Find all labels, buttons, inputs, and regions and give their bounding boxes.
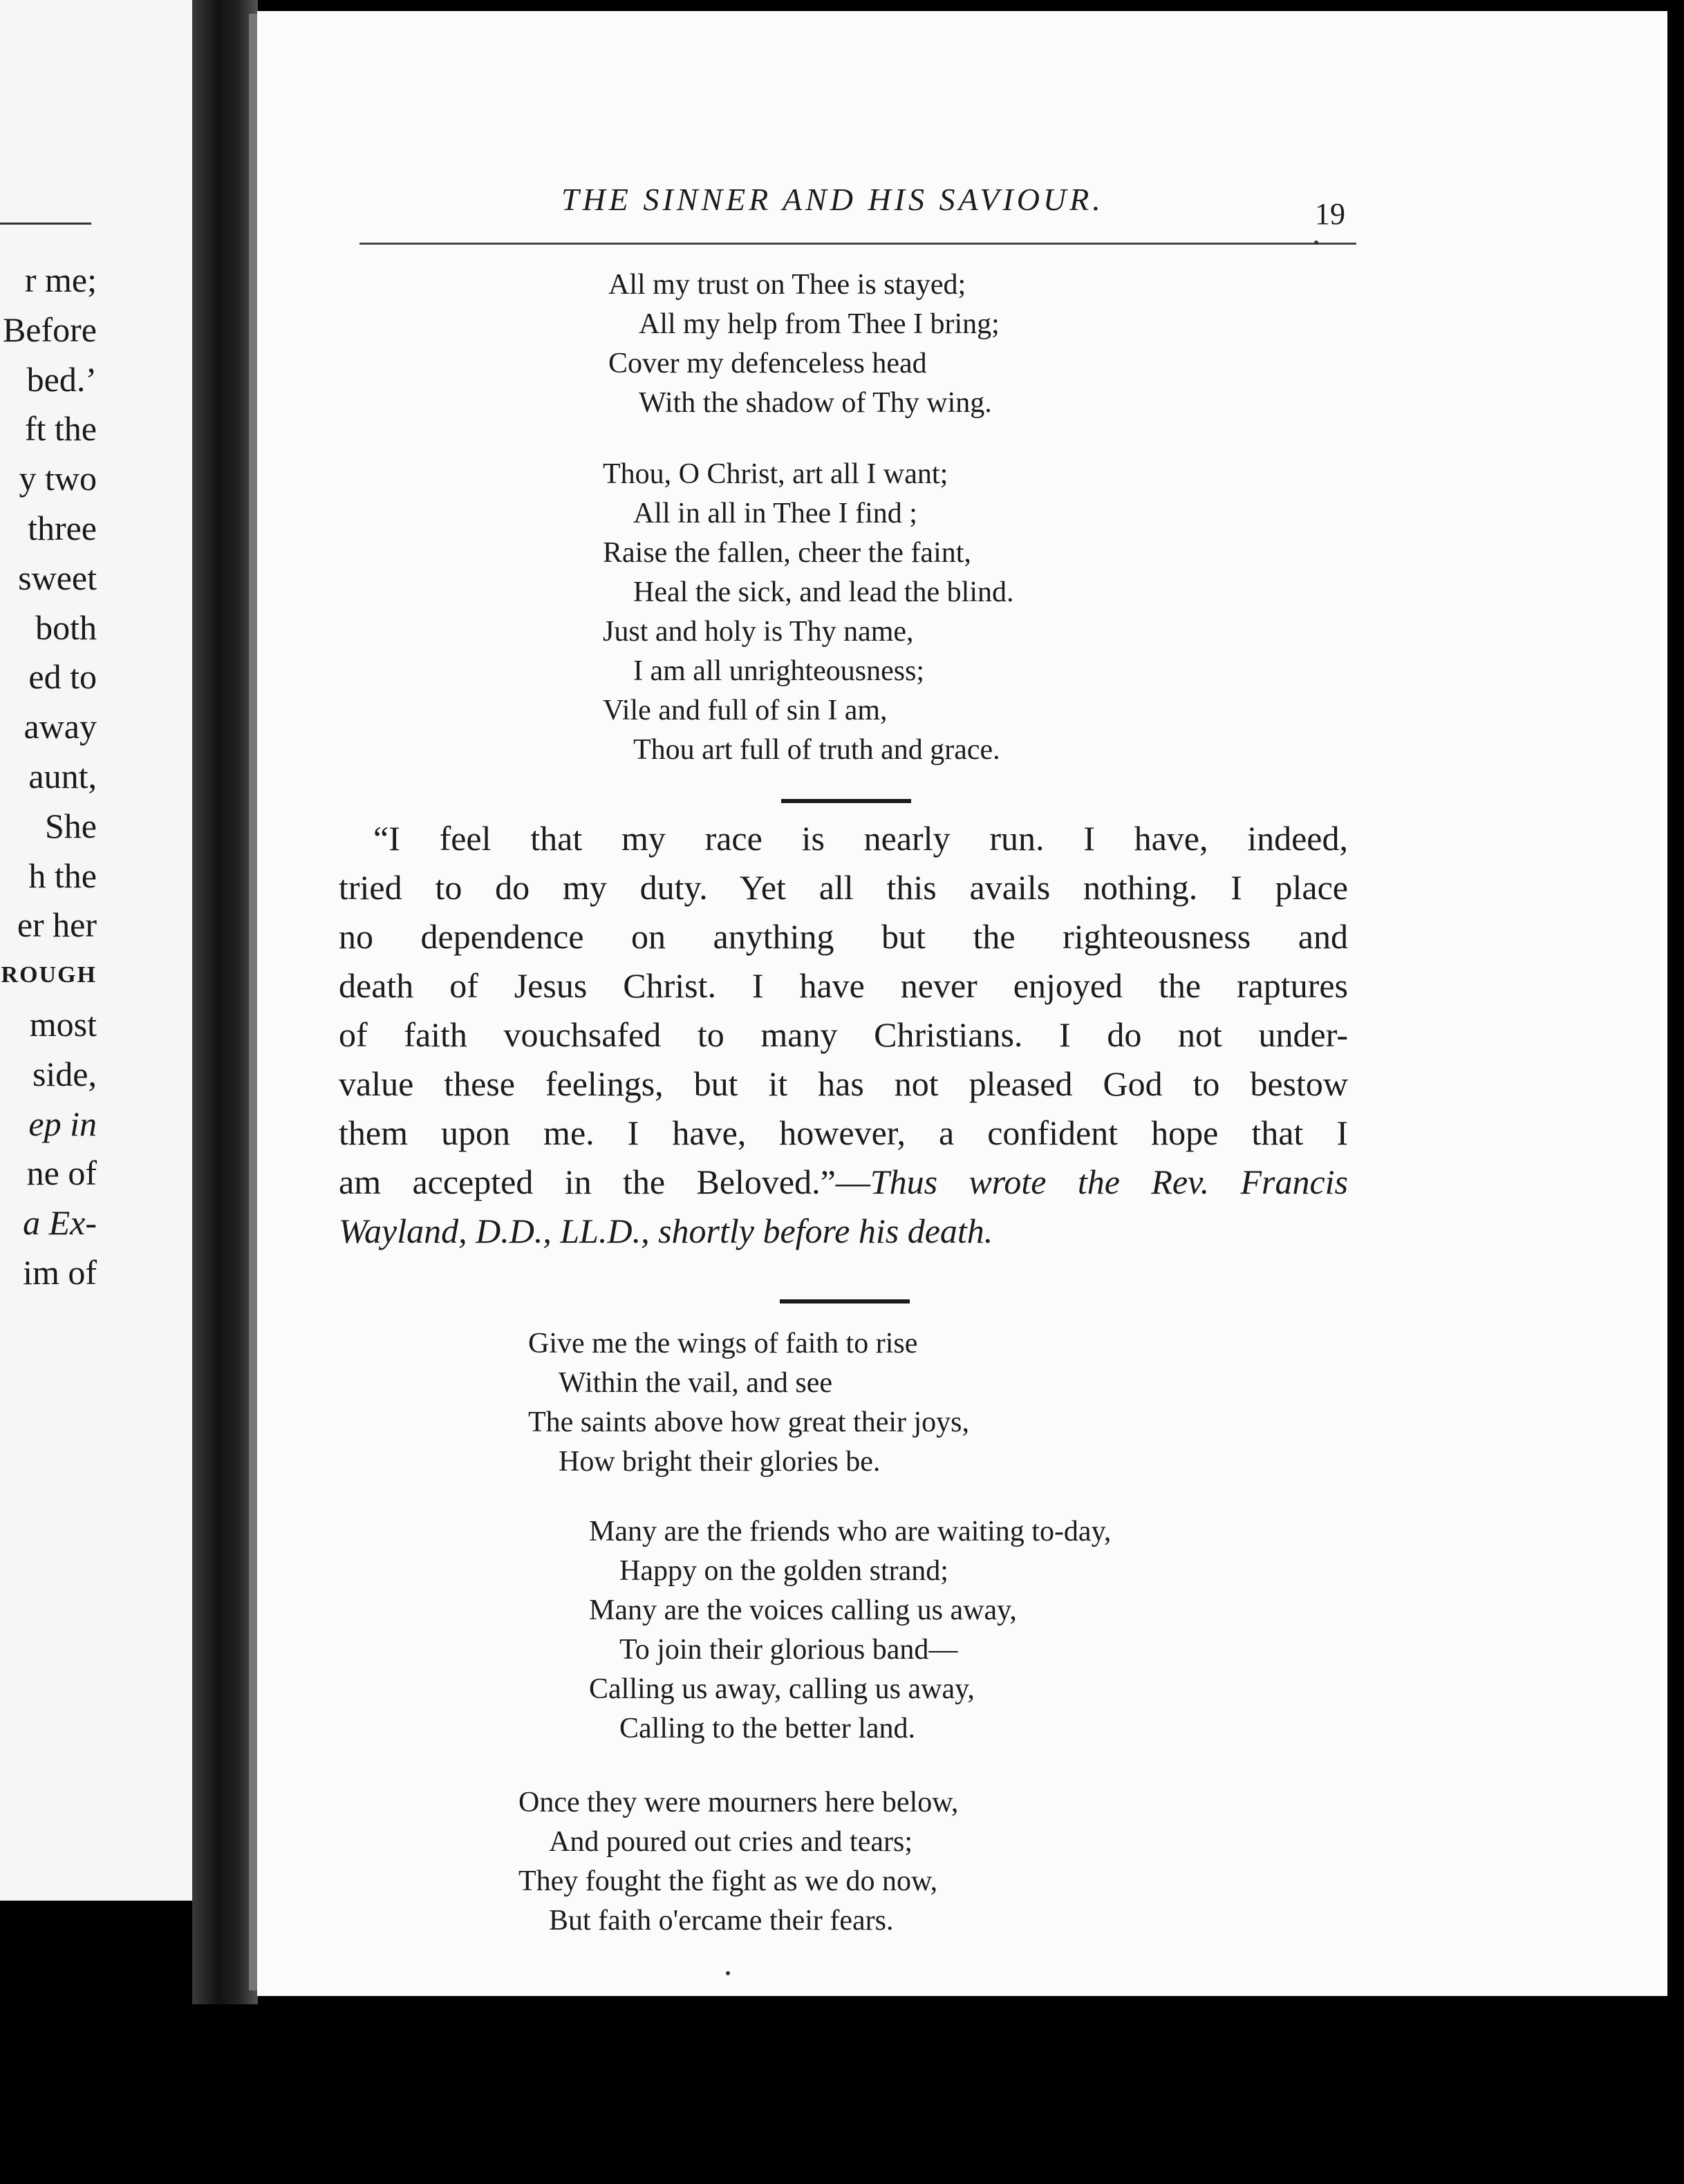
- prose-line: “I feel that my race is nearly run. I have, indeed,: [373, 819, 1348, 858]
- verse-2: [603, 455, 1014, 770]
- left-line: a Ex-: [23, 1203, 97, 1243]
- print-speck: [1314, 241, 1318, 245]
- verse-line: They fought the fight as we do now,: [518, 1865, 938, 1897]
- verse-line: With the shadow of Thy wing.: [639, 387, 992, 419]
- left-line: away: [24, 707, 97, 746]
- left-line: ep in: [28, 1104, 97, 1143]
- left-line: side,: [32, 1054, 97, 1093]
- verse-line: Cover my defenceless head: [608, 348, 927, 379]
- verse-line: All in all in Thee I find ;: [633, 498, 917, 529]
- left-facing-page: [0, 0, 192, 1901]
- book-gutter: [192, 0, 258, 2004]
- prose-text: am accepted in the Beloved.”—: [339, 1162, 870, 1201]
- verse-line: Once they were mourners here below,: [518, 1787, 959, 1818]
- attribution-text: Thus wrote the Rev. Francis: [870, 1162, 1348, 1201]
- verse-line: Calling to the better land.: [619, 1713, 916, 1744]
- verse-line: And poured out cries and tears;: [549, 1826, 913, 1858]
- running-title: THE SINNER AND HIS SAVIOUR.: [561, 182, 1104, 217]
- left-page-rule: [0, 223, 91, 225]
- left-line: both: [35, 608, 97, 647]
- left-line: sweet: [18, 558, 97, 597]
- left-line: ft the: [24, 409, 97, 449]
- prose-line: tried to do my duty. Yet all this avails nothing. I place: [339, 868, 1348, 907]
- left-line: h the: [28, 856, 97, 895]
- left-page-text: [1, 256, 97, 1298]
- left-line: r me;: [24, 261, 97, 299]
- left-line: aunt,: [28, 756, 97, 796]
- verse-line: Raise the fallen, cheer the faint,: [603, 537, 971, 569]
- prose-line: death of Jesus Christ. I have never enjoyed the raptures: [339, 966, 1348, 1005]
- left-line: er her: [17, 905, 97, 945]
- left-line: most: [29, 1004, 97, 1044]
- verse-line: Thou, O Christ, art all I want;: [603, 458, 948, 490]
- verse-line: Many are the voices calling us away,: [589, 1594, 1017, 1626]
- left-line: Before: [2, 310, 97, 349]
- prose-line: no dependence on anything but the righteousness and: [339, 917, 1348, 956]
- verse-line: I am all unrighteousness;: [633, 655, 925, 687]
- verse-4: [589, 1512, 1111, 1749]
- left-line: im of: [23, 1252, 97, 1292]
- verse-line: How bright their glories be.: [559, 1446, 881, 1478]
- verse-line: Calling us away, calling us away,: [589, 1673, 975, 1705]
- left-line: She: [45, 806, 97, 845]
- verse-line: To join their glorious band—: [619, 1634, 958, 1666]
- verse-line: Thou art full of truth and grace.: [633, 734, 1000, 766]
- section-separator: [781, 799, 911, 803]
- verse-line: Many are the friends who are waiting to-day,: [589, 1516, 1112, 1547]
- verse-line: Give me the wings of faith to rise: [528, 1328, 918, 1359]
- left-line: ROUGH: [1, 962, 97, 988]
- verse-line: But faith o'ercame their fears.: [549, 1905, 894, 1937]
- prose-line-attribution: [339, 1158, 1348, 1207]
- header-rule: [359, 243, 1356, 245]
- verse-line: All my trust on Thee is stayed;: [608, 269, 966, 301]
- verse-line: The saints above how great their joys,: [528, 1406, 969, 1438]
- book-page: [257, 11, 1667, 1996]
- verse-line: Heal the sick, and lead the blind.: [633, 576, 1014, 608]
- prose-line: of faith vouchsafed to many Christians. I do not under-: [339, 1015, 1348, 1054]
- verse-5: [518, 1783, 958, 1941]
- prose-line: value these feelings, but it has not pleased God to bestow: [339, 1064, 1348, 1103]
- verse-3: [528, 1324, 969, 1482]
- left-line: y two: [19, 459, 97, 498]
- left-line: ed to: [28, 657, 97, 697]
- left-line: three: [28, 508, 97, 547]
- section-separator: [780, 1299, 910, 1303]
- verse-line: Within the vail, and see: [559, 1367, 833, 1399]
- verse-line: Happy on the golden strand;: [619, 1555, 948, 1587]
- left-line: bed.’: [26, 359, 97, 399]
- verse-line: Vile and full of sin I am,: [603, 695, 888, 726]
- verse-line: All my help from Thee I bring;: [639, 308, 1000, 340]
- page-number: 19: [1315, 197, 1345, 231]
- verse-1: [608, 265, 1000, 423]
- quotation-paragraph: [339, 814, 1348, 1256]
- left-line: ne of: [26, 1154, 97, 1193]
- verse-line: Just and holy is Thy name,: [603, 616, 914, 648]
- print-speck: [726, 1971, 730, 1975]
- attribution-line: Wayland, D.D., LL.D., shortly before his death.: [339, 1212, 993, 1250]
- prose-line: them upon me. I have, however, a confident hope that I: [339, 1113, 1348, 1152]
